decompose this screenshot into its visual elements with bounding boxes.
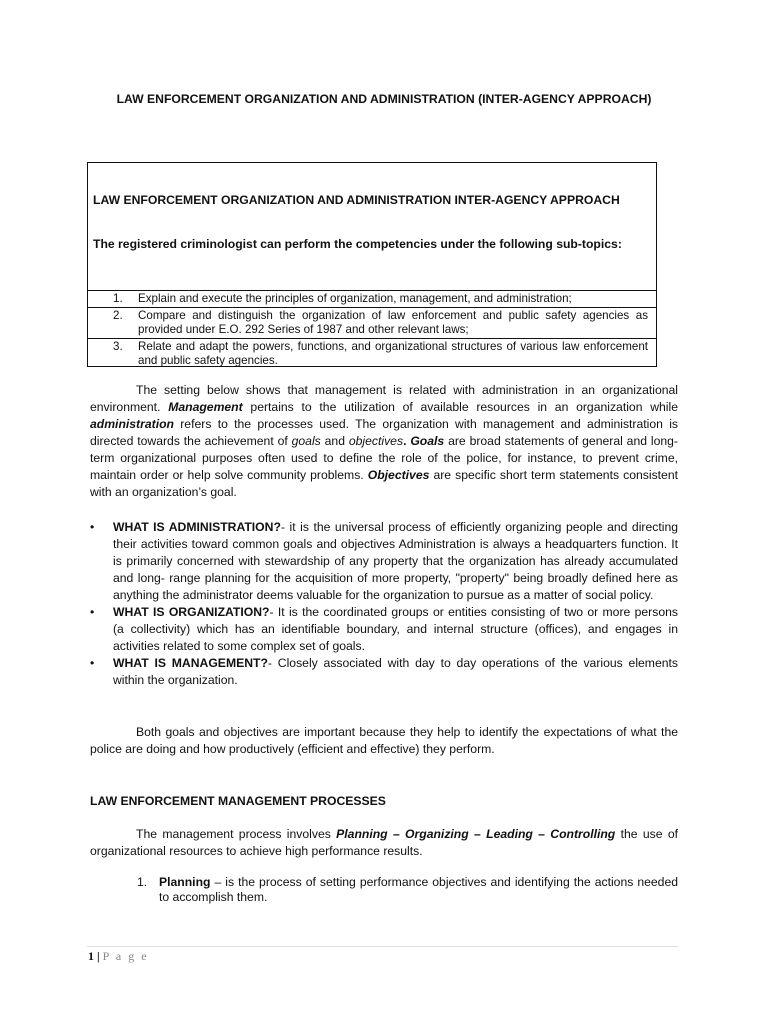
bullet-icon: • <box>90 520 95 534</box>
list-item <box>90 604 678 655</box>
competencies-box <box>87 162 657 367</box>
competency-list <box>88 290 656 366</box>
process-paragraph: The management process involves Planning – Organizing – Leading – Controlling the use of organizational resources to achieve high performance results. <box>90 827 679 858</box>
item-number: 3. <box>113 340 123 353</box>
intro-paragraph: The setting below shows that management is related with administration in an organizational environment. Management pertains to the utilization of available resources in an organization while administration refers to the processes used. The organization with management and administration is directed towards the achievement of goals and objectives. Goals are broad statements of general and long-term organizational purposes often used to define the role of the police, for instance, to prevent crime, maintain order or help solve community problems. Objectives are specific short term statements consistent with an organization’s goal. <box>90 383 679 499</box>
list-item <box>90 519 678 604</box>
definition: - It is the coordinated groups or entities consisting of two or more persons (a collectivity) which has an identifiable boundary, and internal structure (offices), and engages in activities related to some complex set of goals. <box>113 605 678 653</box>
definition: - Closely associated with day to day operations of the various elements within the organization. <box>113 656 678 687</box>
footer-divider <box>87 946 678 947</box>
page-footer: 1 | P a g e <box>88 949 149 963</box>
term: WHAT IS ADMINISTRATION? <box>113 520 281 534</box>
definitions-list <box>90 519 678 689</box>
list-item <box>90 655 678 689</box>
page-title: LAW ENFORCEMENT ORGANIZATION AND ADMINISTRATION (INTER-AGENCY APPROACH) <box>116 92 652 106</box>
competency-item <box>88 291 656 308</box>
competency-item <box>88 339 656 369</box>
bullet-icon: • <box>90 656 95 670</box>
page-number: 1 <box>88 949 94 963</box>
page-label: P a g e <box>102 949 149 963</box>
competency-item <box>88 308 656 339</box>
item-number: 1. <box>113 292 123 305</box>
definition: - it is the universal process of efficiently organizing people and directing their activities toward common goals and objectives Administration is always a headquarters function. It is primarily concerned with stewardship of any property that the organization has already accumulated and long- range planning for the acquisition of more property, "property" being broadly defined here as anything the administrator deems valuable for the organization to pursue as a matter of social policy. <box>113 520 679 602</box>
item-number: 1. <box>137 875 148 889</box>
bullet-icon: • <box>90 605 95 619</box>
item-number: 2. <box>113 309 123 322</box>
item-text: Relate and adapt the powers, functions, and organizational structures of various law enforcement and public safety agencies. <box>138 340 648 367</box>
term: WHAT IS MANAGEMENT? <box>113 656 268 670</box>
item-text: Compare and distinguish the organization of law enforcement and public safety agencies as provided under E.O. 292 Series of 1987 and other relevant laws; <box>138 309 648 336</box>
section-heading: LAW ENFORCEMENT MANAGEMENT PROCESSES <box>90 794 386 808</box>
box-subtitle: The registered criminologist can perform the competencies under the following sub-topics: <box>93 237 622 251</box>
goals-paragraph: Both goals and objectives are important because they help to identify the expectations of what the police are doing and how productively (efficient and effective) they perform. <box>90 725 678 756</box>
definition: – is the process of setting performance objectives and identifying the actions needed to accomplish them. <box>159 875 678 904</box>
box-title: LAW ENFORCEMENT ORGANIZATION AND ADMINISTRATION INTER-AGENCY APPROACH <box>93 193 620 207</box>
term: Planning <box>159 875 211 889</box>
term: WHAT IS ORGANIZATION? <box>113 605 270 619</box>
numbered-item <box>137 875 678 905</box>
item-text: Explain and execute the principles of organization, management, and administration; <box>138 292 572 305</box>
